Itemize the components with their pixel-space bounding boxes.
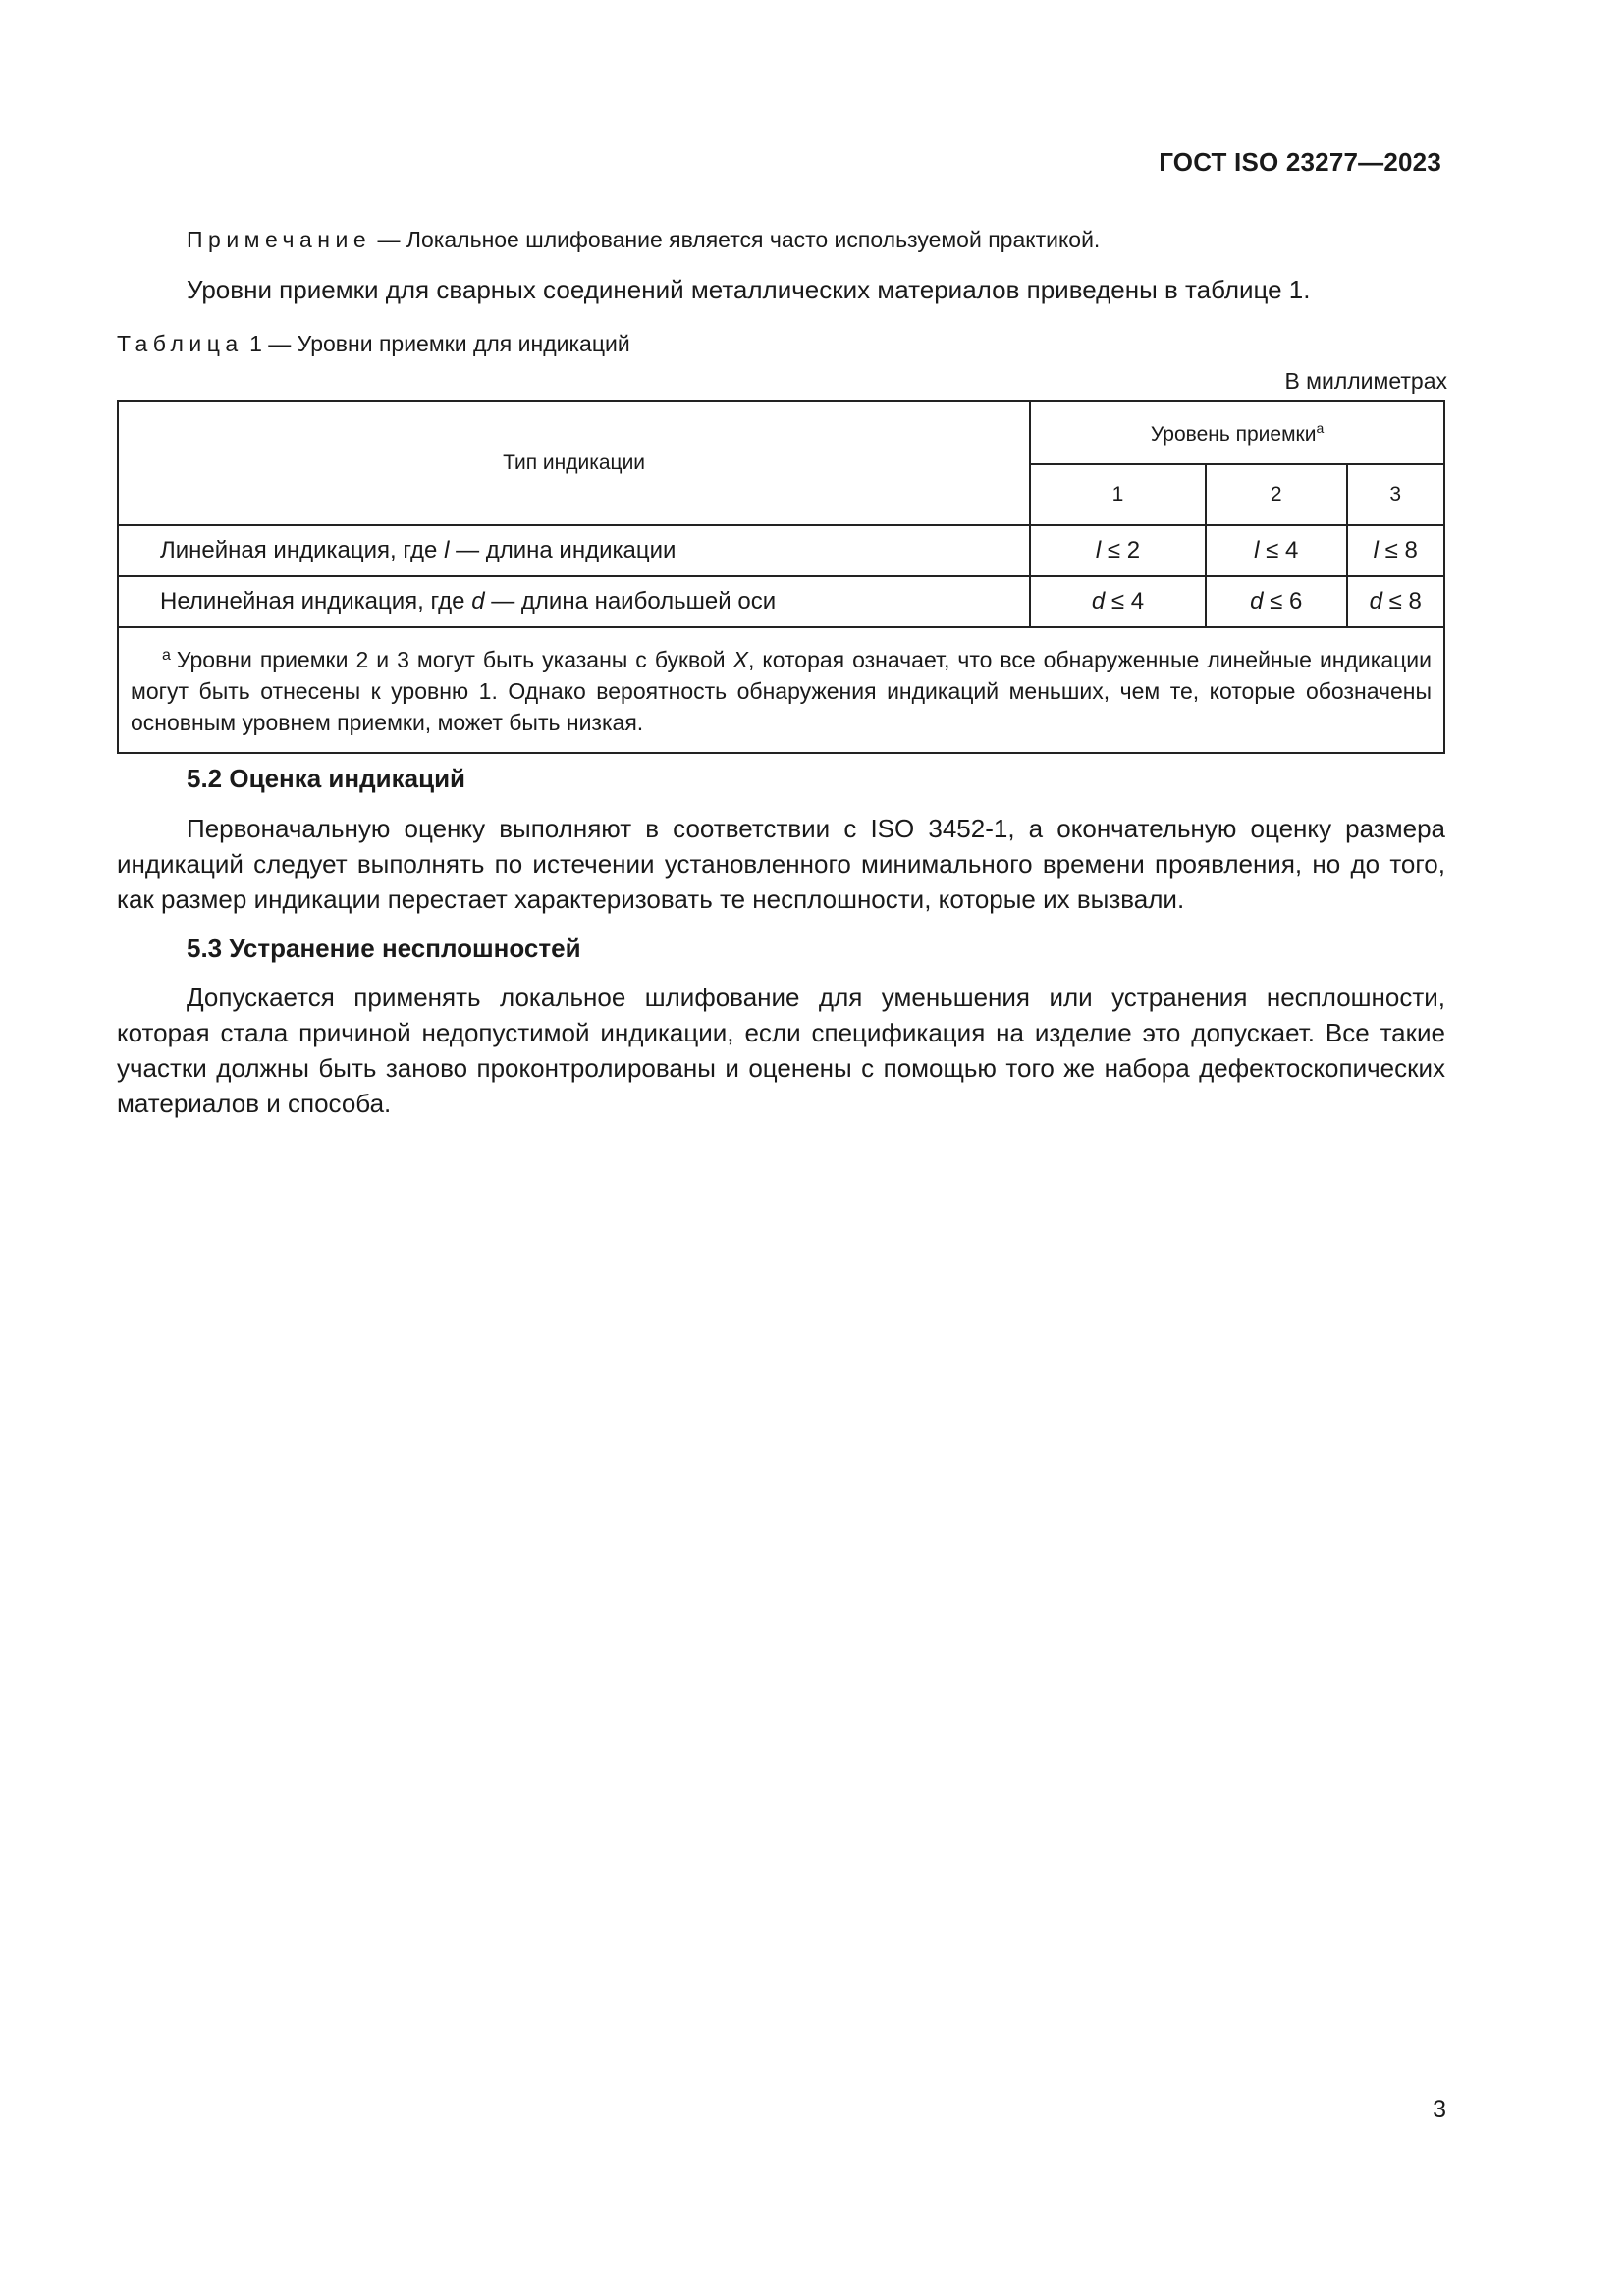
row-label-pre: Нелинейная индикация, где xyxy=(160,588,472,614)
note xyxy=(187,227,1100,253)
section-5-3-heading: 5.3 Устранение несплошностей xyxy=(187,934,581,963)
footnote-mark: a xyxy=(162,647,171,664)
intro-paragraph: Уровни приемки для сварных соединений металлических материалов приведены в таблице 1. xyxy=(187,275,1311,304)
note-text: — Локальное шлифование является часто используемой практикой. xyxy=(371,227,1101,252)
cell-expr: ≤ 8 xyxy=(1382,588,1422,614)
cell-expr: ≤ 4 xyxy=(1105,588,1145,614)
footnote-ref: a xyxy=(1316,419,1325,436)
cell-level-2 xyxy=(1206,576,1347,627)
header-level-1: 1 xyxy=(1030,464,1206,525)
table-caption-label: Таблица xyxy=(117,331,244,356)
cell-var: d xyxy=(1250,588,1264,614)
row-label xyxy=(118,576,1030,627)
cell-var: l xyxy=(1095,537,1102,563)
cell-expr: ≤ 8 xyxy=(1379,537,1418,563)
section-5-2-heading: 5.2 Оценка индикаций xyxy=(187,764,466,793)
table-units: В миллиметрах xyxy=(1284,368,1447,394)
document-code: ГОСТ ISO 23277—2023 xyxy=(1159,147,1441,177)
table-row-linear xyxy=(118,525,1444,576)
row-label-var: d xyxy=(471,588,485,614)
table-row-nonlinear xyxy=(118,576,1444,627)
cell-level-3 xyxy=(1347,525,1444,576)
row-label-post: — длина индикации xyxy=(449,537,677,563)
row-label-post: — длина наибольшей оси xyxy=(484,588,777,614)
page-number: 3 xyxy=(1433,2096,1446,2123)
header-level-3: 3 xyxy=(1347,464,1444,525)
cell-var: d xyxy=(1369,588,1383,614)
cell-level-2 xyxy=(1206,525,1347,576)
table-caption xyxy=(117,331,630,357)
cell-var: l xyxy=(1254,537,1260,563)
footnote-var: X xyxy=(732,647,748,672)
cell-level-1 xyxy=(1030,576,1206,627)
row-label-var: l xyxy=(444,537,450,563)
table-caption-text: 1 — Уровни приемки для индикаций xyxy=(243,331,630,356)
section-5-2-text: Первоначальную оценку выполняют в соответствии с ISO 3452-1, а окончательную оценку размера индикаций следует выполнять по истечении установленного минимального времени проявления, но до того, как размер индикации перестает характеризовать те несплошности, которые их вызвали. xyxy=(117,814,1445,914)
footnote-post: , которая означает, что все обнаруженные линейные индикации могут быть отнесены к уровню 1. Однако вероятность обнаружения индикаций меньших, чем те, которые обозначены основным уровнем приемки, может быть низкая. xyxy=(131,647,1432,735)
footnote-pre: Уровни приемки 2 и 3 могут быть указаны с буквой xyxy=(176,647,733,672)
cell-var: l xyxy=(1373,537,1379,563)
table-footnote xyxy=(118,627,1444,753)
cell-level-1 xyxy=(1030,525,1206,576)
cell-var: d xyxy=(1091,588,1106,614)
cell-expr: ≤ 6 xyxy=(1263,588,1303,614)
note-label: Примечание xyxy=(187,227,372,252)
section-5-3-text: Допускается применять локальное шлифование для уменьшения или устранения несплошности, которая стала причиной недопустимой индикации, если спецификация на изделие это допускает. Все такие участки должны быть заново проконтролированы и оценены с помощью того же набора дефектоскопических материалов и способа. xyxy=(117,983,1445,1118)
row-label-pre: Линейная индикация, где xyxy=(160,537,445,563)
header-level-2: 2 xyxy=(1206,464,1347,525)
cell-expr: ≤ 4 xyxy=(1259,537,1299,563)
header-acceptance-level xyxy=(1030,401,1444,464)
cell-level-3 xyxy=(1347,576,1444,627)
acceptance-levels-table xyxy=(117,400,1445,754)
header-indication-type: Тип индикации xyxy=(118,401,1030,525)
row-label xyxy=(118,525,1030,576)
cell-expr: ≤ 2 xyxy=(1101,537,1141,563)
header-acceptance-level-label: Уровень приемки xyxy=(1150,422,1317,446)
